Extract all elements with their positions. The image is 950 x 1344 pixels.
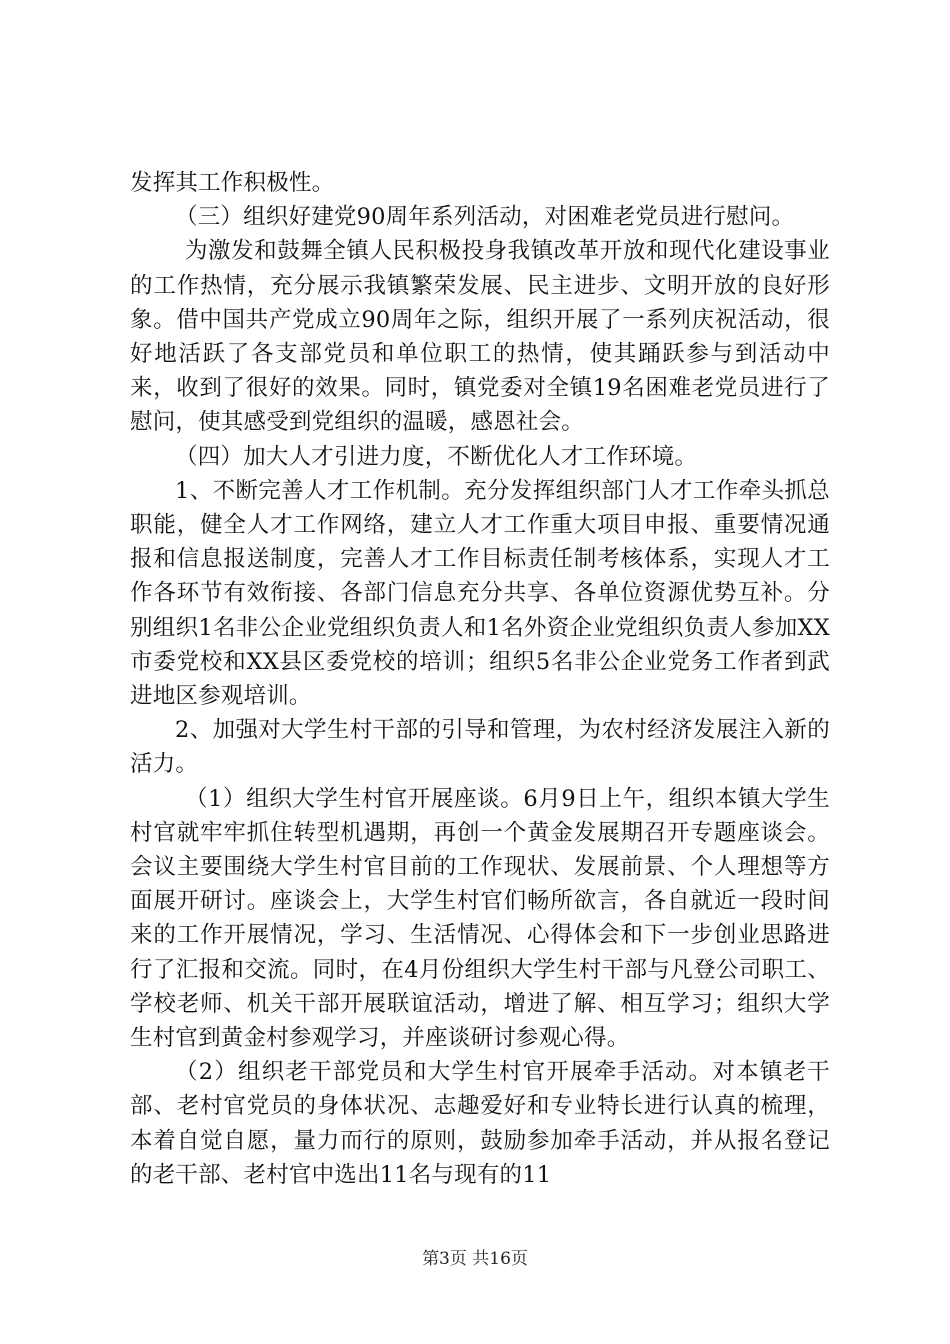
paragraph-symposium: （1）组织大学生村官开展座谈。6月9日上午，组织本镇大学生村官就牢牢抓住转型机遇期，再创一个黄金发展期召开专题座谈会。会议主要围绕大学生村官目前的工作现状、发展前景、个人理想等方面展开研讨。座谈会上，大学生村官们畅所欲言，各自就近一段时间来的工作开展情况，学习、生活情况、心得体会和下一步创业思路进行了汇报和交流。同时，在4月份组织大学生村干部与凡登公司职工、学校老师、机关干部开展联谊活动，增进了解、相互学习；组织大学生村官到黄金村参观学习，并座谈研讨参观心得。 (130, 785, 830, 1052)
paragraph-talent-mechanism: 1、不断完善人才工作机制。充分发挥组织部门人才工作牵头抓总职能，健全人才工作网络，建立人才工作重大项目申报、重要情况通报和信息报送制度，完善人才工作目标责任制考核体系，实现人才工作各环节有效衔接、各部门信息充分共享、各单位资源优势互补。分别组织1名非公企业党组织负责人和1名外资企业党组织负责人参加XX市委党校和XX县区委党校的培训；组织5名非公企业党务工作者到武进地区参观培训。 (130, 477, 830, 710)
section-heading-3: （三）组织好建党90周年系列活动，对困难老党员进行慰问。 (175, 204, 795, 231)
page-number-footer: 第3页 共16页 (422, 1249, 528, 1269)
document-body (130, 166, 830, 1192)
paragraph-continuation: 发挥其工作积极性。 (130, 170, 335, 196)
paragraph-celebration: 为激发和鼓舞全镇人民积极投身我镇改革开放和现代化建设事业的工作热情，充分展示我镇繁荣发展、民主进步、文明开放的良好形象。借中国共产党成立90周年之际，组织开展了一系列庆祝活动，很好地活跃了各支部党员和单位职工的热情，使其踊跃参与到活动中来，收到了很好的效果。同时，镇党委对全镇19名困难老党员进行了慰问，使其感受到党组织的温暖，感恩社会。 (130, 238, 830, 436)
paragraph-mentoring: （2）组织老干部党员和大学生村官开展牵手活动。对本镇老干部、老村官党员的身体状况、志趣爱好和专业特长进行认真的梳理，本着自觉自愿，量力而行的原则，鼓励参加牵手活动，并从报名登记的老干部、老村官中选出11名与现有的11 (130, 1059, 830, 1188)
section-heading-4: （四）加大人才引进力度，不断优化人才工作环境。 (175, 443, 698, 470)
paragraph-village-officials: 2、加强对大学生村干部的引导和管理，为农村经济发展注入新的活力。 (130, 717, 830, 778)
